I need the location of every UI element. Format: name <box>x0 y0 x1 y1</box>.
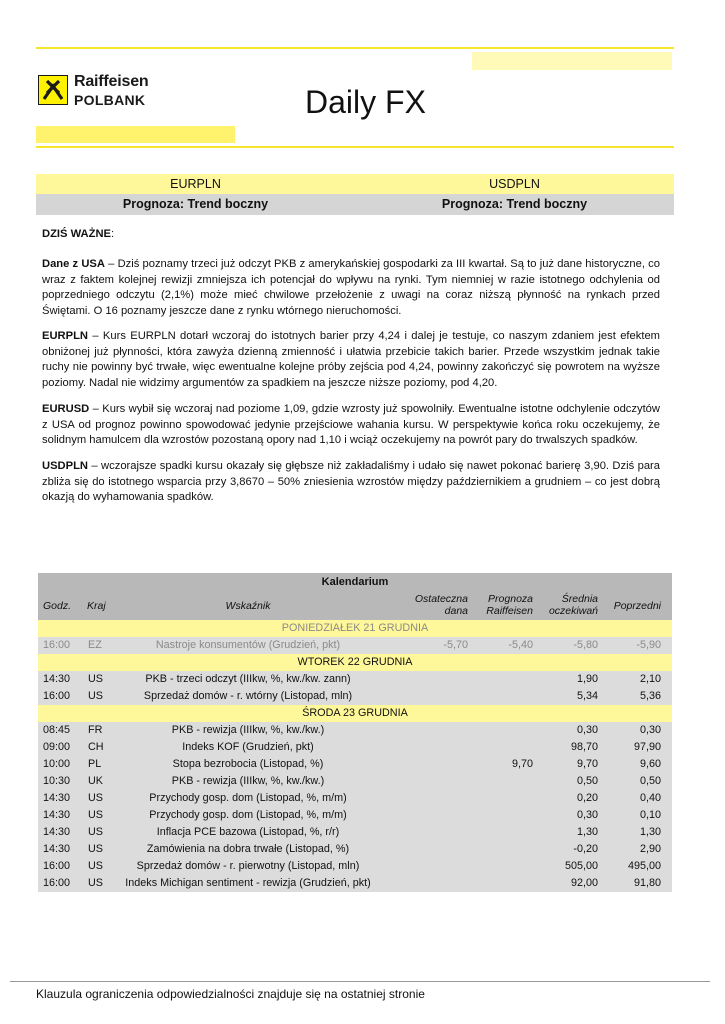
brand-logo <box>38 72 168 120</box>
cell-time: 16:00 <box>43 690 71 702</box>
calendar-row <box>38 841 672 858</box>
cell-forecast: 9,70 <box>511 758 533 770</box>
cell-indicator: Zamówienia na dobra trwałe (Listopad, %) <box>146 843 350 855</box>
cell-time: 14:30 <box>43 673 71 685</box>
raiffeisen-gable-icon <box>38 75 68 105</box>
calendar-row <box>38 756 672 773</box>
cell-country: PL <box>88 758 102 770</box>
cell-country: US <box>88 860 103 872</box>
brand-name-line1: Raiffeisen <box>74 73 149 90</box>
cell-previous: 5,36 <box>639 690 661 702</box>
cell-country: US <box>88 809 103 821</box>
paragraph-lead: Dane z USA <box>42 258 105 270</box>
important-label: DZIŚ WAŻNE <box>42 228 111 240</box>
cell-average: 0,50 <box>576 775 598 787</box>
cell-time: 10:00 <box>43 758 71 770</box>
cell-indicator: Indeks Michigan sentiment - rewizja (Grudzień, pkt) <box>125 877 371 889</box>
cell-previous: 97,90 <box>633 741 661 753</box>
forecast-values-row <box>36 194 674 215</box>
cell-indicator: Przychody gosp. dom (Listopad, %, m/m) <box>149 809 347 821</box>
header-rule <box>36 146 674 148</box>
cell-previous: 91,80 <box>633 877 661 889</box>
cell-indicator: Stopa bezrobocia (Listopad, %) <box>172 758 324 770</box>
col-final-line2: dana <box>444 605 468 617</box>
col-country: Kraj <box>87 600 106 612</box>
paragraph-text: – Kurs EURPLN dotarł wczoraj do istotnych barier przy 4,24 i dalej je testuje, co naszym zdaniem jest efektem obniżonej już płynności, która zawyża dzienną zmienność i ułatwia przebicie takich barier. Przede wszystkim jednak takie ruchy nie powinny być trwałe, więc ewentualne kolejne próby zejścia pod 4,24, powinny zakończyć się powrotem na wyższe poziomy. Nadal nie widzimy argumentów za spadkiem na jeszcze niższe poziomy, pod 4,20. <box>42 330 660 389</box>
cell-time: 14:30 <box>43 792 71 804</box>
cell-time: 08:45 <box>43 724 71 736</box>
cell-country: US <box>88 826 103 838</box>
cell-country: US <box>88 690 103 702</box>
cell-average: 0,30 <box>576 724 598 736</box>
paragraph-eurpln <box>42 329 660 391</box>
paragraph-usa <box>42 257 660 319</box>
col-time: Godz. <box>43 600 72 612</box>
calendar-row <box>38 773 672 790</box>
cell-average: -5,80 <box>573 639 598 651</box>
forecast-usdpln: Prognoza: Trend boczny <box>441 197 588 211</box>
cell-average: 505,00 <box>564 860 598 872</box>
cell-time: 09:00 <box>43 741 71 753</box>
col-average-line2: oczekiwań <box>548 605 598 617</box>
calendar-row <box>38 875 672 892</box>
cell-final: -5,70 <box>443 639 468 651</box>
cell-average: 5,34 <box>576 690 598 702</box>
cell-country: CH <box>88 741 104 753</box>
cell-average: 0,20 <box>576 792 598 804</box>
cell-forecast: -5,40 <box>508 639 533 651</box>
cell-time: 14:30 <box>43 809 71 821</box>
cell-indicator: Sprzedaż domów - r. pierwotny (Listopad, mln) <box>136 860 360 872</box>
page-title: Daily FX <box>305 84 426 120</box>
disclaimer-footer: Klauzula ograniczenia odpowiedzialności znajduje się na ostatniej stronie <box>36 987 425 1001</box>
cell-country: US <box>88 877 103 889</box>
cell-previous: 0,30 <box>639 724 661 736</box>
col-previous: Poprzedni <box>613 600 661 612</box>
left-accent-bar <box>36 126 235 143</box>
cell-previous: 0,10 <box>639 809 661 821</box>
cell-country: UK <box>88 775 103 787</box>
cell-indicator: PKB - rewizja (IIIkw, %, kw./kw.) <box>171 775 325 787</box>
cell-previous: 1,30 <box>639 826 661 838</box>
forecast-eurpln: Prognoza: Trend boczny <box>122 197 269 211</box>
cell-previous: 0,40 <box>639 792 661 804</box>
cell-average: 1,90 <box>576 673 598 685</box>
calendar-row <box>38 739 672 756</box>
calendar-table <box>38 573 672 892</box>
calendar-day-row: WTOREK 22 GRUDNIA <box>38 654 672 671</box>
calendar-row <box>38 688 672 705</box>
paragraph-eurusd <box>42 402 660 449</box>
paragraph-text: – wczorajsze spadki kursu okazały się głębsze niż zakładaliśmy i udało się nawet pokonać barierę 3,90. Dziś para zbliża się do istotnego wsparcia przy 3,8670 – 50% zniesienia wzrostów między październikiem a grudniem – co jest dobrą okazją do wyhamowania spadków. <box>42 460 660 504</box>
important-heading: DZIŚ WAŻNE: <box>42 228 115 240</box>
calendar-row <box>38 790 672 807</box>
cell-time: 16:00 <box>43 860 71 872</box>
forecast-pairs-row <box>36 174 674 194</box>
calendar-title: Kalendarium <box>321 576 389 588</box>
cell-country: US <box>88 843 103 855</box>
calendar-row <box>38 824 672 841</box>
calendar-day-row: ŚRODA 23 GRUDNIA <box>38 705 672 722</box>
brand-name-line2: POLBANK <box>74 92 146 108</box>
calendar-body <box>38 620 672 892</box>
cell-previous: -5,90 <box>636 639 661 651</box>
cell-indicator: Nastroje konsumentów (Grudzień, pkt) <box>155 639 341 651</box>
cell-time: 14:30 <box>43 843 71 855</box>
calendar-row <box>38 858 672 875</box>
cell-previous: 495,00 <box>627 860 661 872</box>
cell-indicator: PKB - trzeci odczyt (IIIkw, %, kw./kw. zann) <box>145 673 351 685</box>
col-forecast-line1: Prognoza <box>488 593 533 605</box>
cell-previous: 2,10 <box>639 673 661 685</box>
col-average <box>543 593 598 617</box>
footer-rule <box>10 981 710 982</box>
cell-indicator: Indeks KOF (Grudzień, pkt) <box>182 741 314 753</box>
cell-average: 0,30 <box>576 809 598 821</box>
cell-time: 14:30 <box>43 826 71 838</box>
paragraph-usdpln <box>42 459 660 506</box>
cell-country: US <box>88 673 103 685</box>
paragraph-text: – Dziś poznamy trzeci już odczyt PKB z amerykańskiej gospodarki za III kwartał. Są to już dane historyczne, co wraz z faktem kolejnej rewizji zmniejsza ich potencjał do wpływu na rynki. Tym niemniej w razie istotnego odchylenia od poprzedniego odczytu (2,1%) może mieć chwilowe przełożenie z uwagi na coraz niższą płynność na rynkach przed Świętami. O 16 poznamy jeszcze dane z rynku wtórnego nieruchomości. <box>42 258 660 317</box>
cell-average: -0,20 <box>573 843 598 855</box>
cell-previous: 9,60 <box>639 758 661 770</box>
col-indicator: Wskaźnik <box>225 600 271 612</box>
col-final-line1: Ostateczna <box>414 593 468 605</box>
calendar-row <box>38 722 672 739</box>
cell-time: 16:00 <box>43 877 71 889</box>
cell-country: FR <box>88 724 103 736</box>
cell-average: 1,30 <box>576 826 598 838</box>
cell-previous: 2,90 <box>639 843 661 855</box>
cell-indicator: Inflacja PCE bazowa (Listopad, %, r/r) <box>156 826 340 838</box>
cell-previous: 0,50 <box>639 775 661 787</box>
cell-time: 16:00 <box>43 639 71 651</box>
cell-time: 10:30 <box>43 775 71 787</box>
calendar-row <box>38 807 672 824</box>
cell-average: 98,70 <box>570 741 598 753</box>
cell-indicator: Sprzedaż domów - r. wtórny (Listopad, mln) <box>143 690 353 702</box>
calendar-header <box>38 573 672 620</box>
cell-average: 92,00 <box>570 877 598 889</box>
pair-eurpln: EURPLN <box>170 177 221 191</box>
top-right-bar <box>472 52 672 70</box>
paragraph-lead: EURPLN <box>42 330 88 342</box>
cell-average: 9,70 <box>576 758 598 770</box>
paragraph-lead: USDPLN <box>42 460 88 472</box>
col-forecast-line2: Raiffeisen <box>486 605 533 617</box>
col-final <box>403 593 468 617</box>
cell-indicator: PKB - rewizja (IIIkw, %, kw./kw.) <box>171 724 325 736</box>
pair-usdpln: USDPLN <box>489 177 540 191</box>
top-rule <box>36 47 674 49</box>
paragraph-text: – Kurs wybił się wczoraj nad poziome 1,09, gdzie wzrosty już spowolniły. Ewentualne istotne odchylenie odczytów z USA od prognoz powinno spowodować jedynie przejściowe wahania kursu. W perspektywie końca roku oczekujemy, że solidnym hamulcem dla wzrostów pozostaną opory nad 1,10 i wciąż oczekujemy na powrót pary do trwalszych spadków. <box>42 403 660 447</box>
cell-country: US <box>88 792 103 804</box>
col-average-line1: Średnia <box>561 593 598 605</box>
calendar-row <box>38 671 672 688</box>
col-forecast <box>478 593 533 617</box>
paragraph-lead: EURUSD <box>42 403 90 415</box>
cell-indicator: Przychody gosp. dom (Listopad, %, m/m) <box>149 792 347 804</box>
calendar-day-row: PONIEDZIAŁEK 21 GRUDNIA <box>38 620 672 637</box>
calendar-row <box>38 637 672 654</box>
cell-country: EZ <box>88 639 102 651</box>
